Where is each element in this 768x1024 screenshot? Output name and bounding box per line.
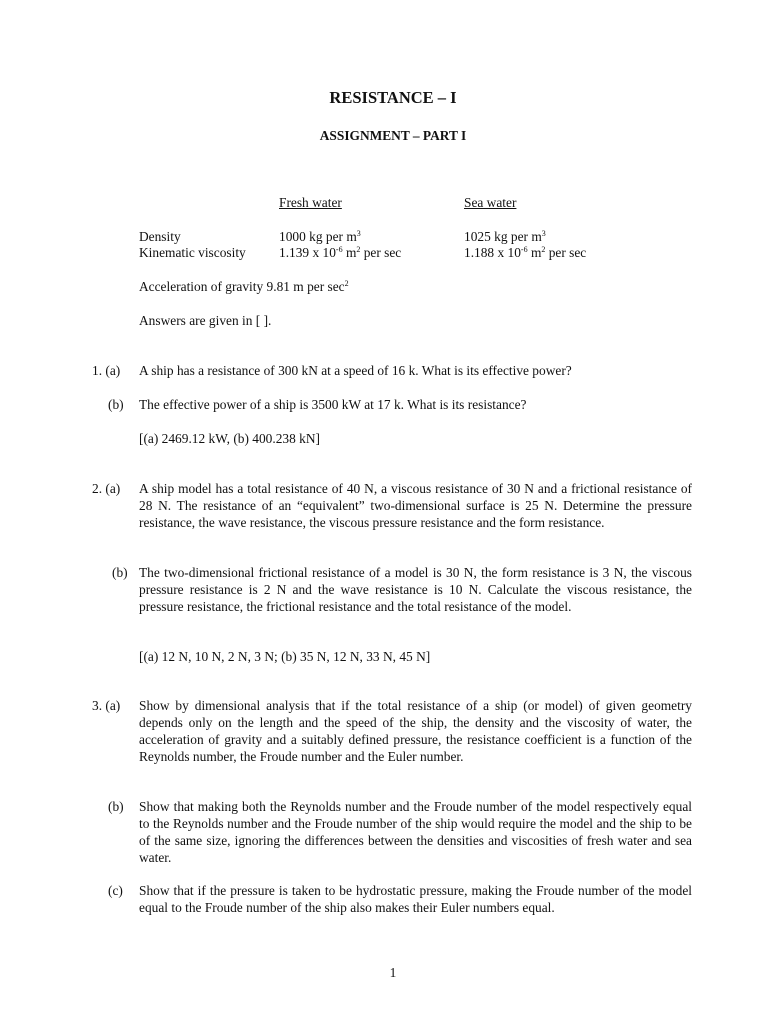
fresh-density-value: 1000 kg per $m^3$ (279, 229, 361, 244)
q1-number: 1. (a) (92, 363, 121, 378)
q3-part-a: Show by dimensional analysis that if the total resistance of a ship (or model) of given geometry depends only on the length and the speed of the ship, the density and the viscosity of water, the acceleration of gravity and a suitably defined pressure, the resistance coefficient is a function of the Reynolds number, the Froude number and the Euler number. (139, 698, 692, 764)
sea-water-header: Sea water (464, 195, 517, 210)
page-number: 1 (389, 965, 397, 980)
gravity-line: Acceleration of gravity 9.81 m per $\sec^2$ (139, 279, 349, 294)
q3-c-label: (c) (108, 883, 123, 898)
q2-b-label: (b) (112, 565, 128, 580)
q1-answer: [(a) 2469.12 kW, (b) 400.238 kN] (139, 431, 320, 446)
q2-answer: [(a) 12 N, 10 N, 2 N, 3 N; (b) 35 N, 12 N, 33 N, 45 N] (139, 649, 431, 664)
q3-part-b: Show that making both the Reynolds number and the Froude number of the model respectively equal to the Reynolds number and the Froude number of the ship would require the model and the ship to be of the same size, ignoring the differences between the densities and viscosities of fresh water and sea water. (139, 799, 692, 865)
q2-number: 2. (a) (92, 481, 121, 496)
fresh-viscosity-value: 1.139 x $10^{-6}$ $m^2$ per sec (279, 245, 402, 260)
q3-part-c: Show that if the pressure is taken to be hydrostatic pressure, making the Froude number of the model equal to the Froude number of the ship also makes their Euler numbers equal. (139, 883, 692, 915)
viscosity-label: Kinematic viscosity (139, 245, 246, 260)
density-label: Density (139, 229, 181, 244)
q1-part-b: The effective power of a ship is 3500 kW at 17 k. What is its resistance? (139, 397, 527, 412)
q2-part-a: A ship model has a total resistance of 40 N, a viscous resistance of 30 N and a frictional resistance of 28 N. The resistance of an “equivalent” two-dimensional surface is 25 N. Determine the pressure resistance, the wave resistance, the viscous pressure resistance and the form resistance. (139, 481, 692, 530)
q3-b-label: (b) (108, 799, 124, 814)
q3-number: 3. (a) (92, 698, 121, 713)
q2-part-b: The two-dimensional frictional resistance of a model is 30 N, the form resistance is 3 N, the viscous pressure resistance is 2 N and the wave resistance is 10 N. Calculate the viscous resistance, the pressure resistance, the frictional resistance and the total resistance of the model. (139, 565, 692, 614)
page-title: RESISTANCE – I (329, 88, 457, 107)
sea-viscosity-value: 1.188 x $10^{-6}$ $m^2$ per sec (464, 245, 587, 260)
q1-part-a: A ship has a resistance of 300 kN at a speed of 16 k. What is its effective power? (139, 363, 572, 378)
fresh-water-header: Fresh water (279, 195, 342, 210)
q1-b-label: (b) (108, 397, 124, 412)
page-subtitle: ASSIGNMENT – PART I (319, 128, 467, 143)
answers-note: Answers are given in [ ]. (139, 313, 272, 328)
sea-density-value: 1025 kg per $m^3$ (464, 229, 546, 244)
